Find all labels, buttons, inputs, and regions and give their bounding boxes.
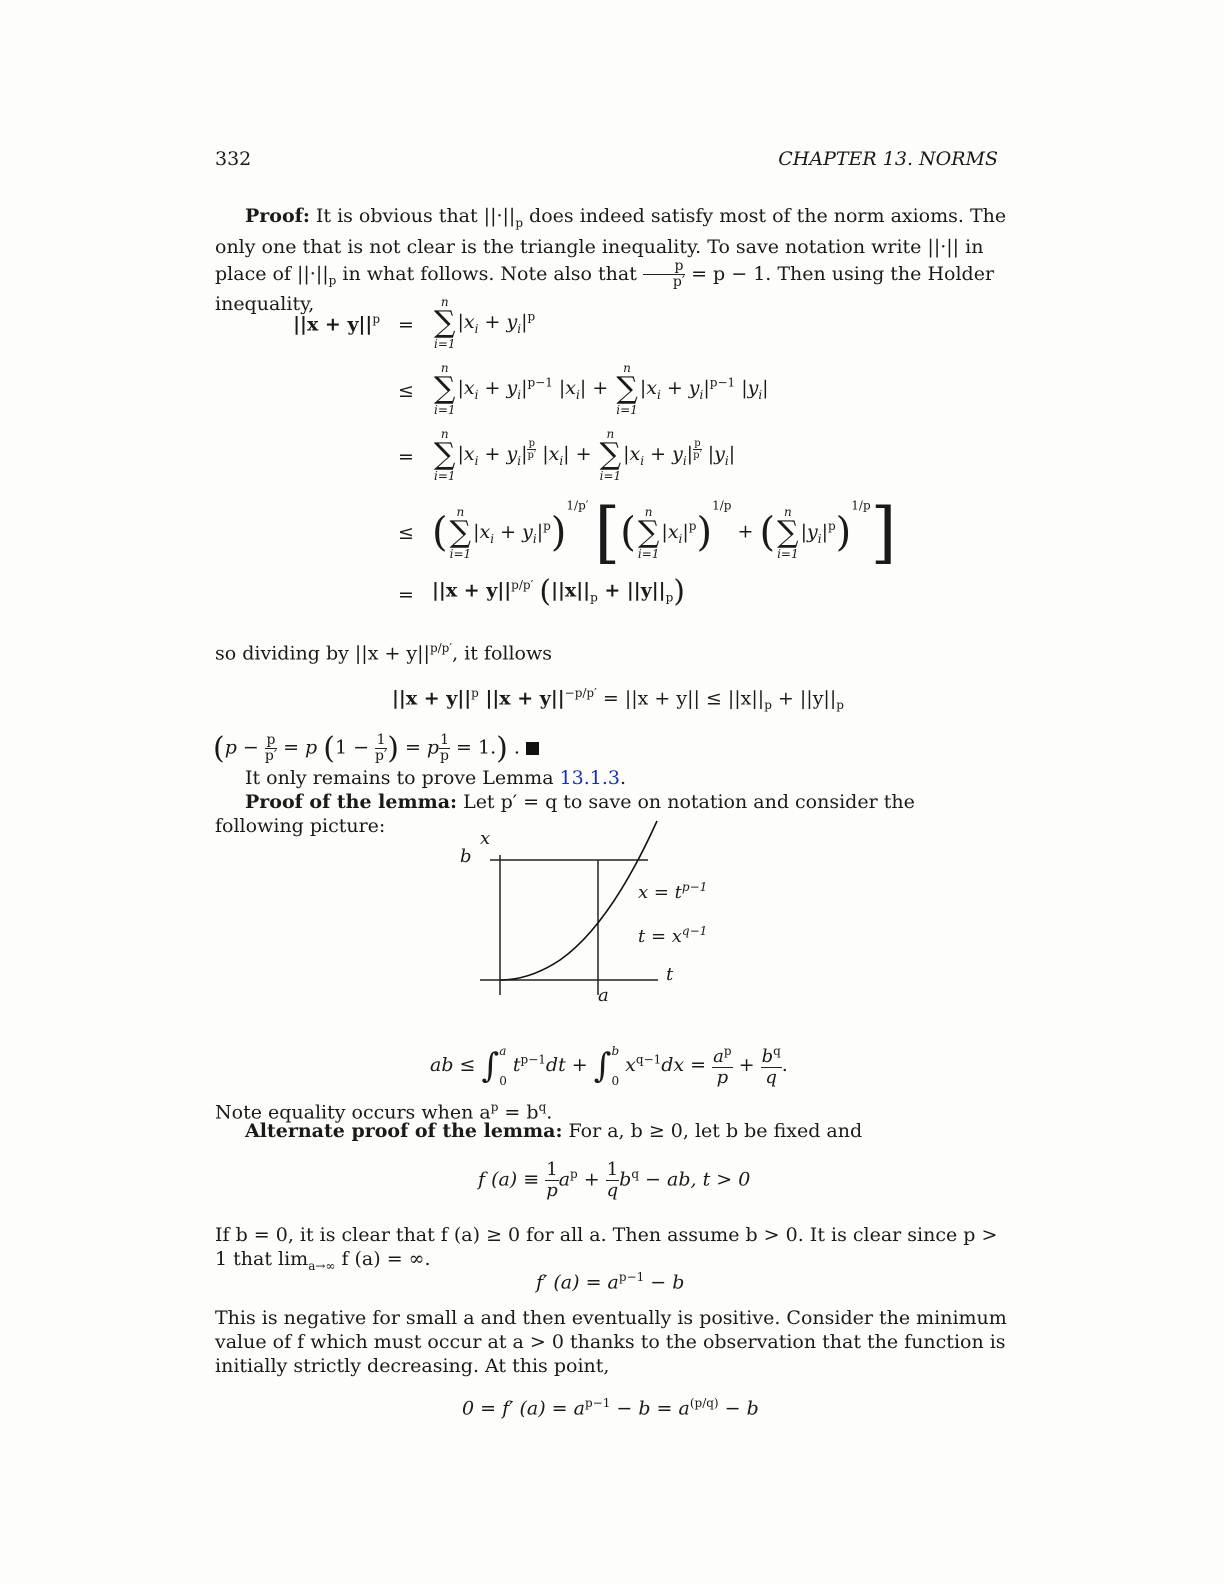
row-3: n ∑ i=1 $|x_i + y_i|$ $^{\frac{p}{p'}}$ $|x_i|$ + n ∑ i=1 $|x_i + y_i|$ $^{\frac{p}{p'}}$ $|y_i|$ [434,427,736,483]
dividing-line: so dividing by $||x + y||^{p/p'}$, it follows [215,641,553,665]
triangle-inequality-result: $||x + y||^p$ $||x + y||^{-p/p'} = ||x + y|| \le ||x||_p + ||y||_p$ [392,686,844,713]
equality-note: Note equality occurs when $a^p = b^q$. [215,1100,553,1124]
row-1: n ∑ i=1 $|x_i + y_i|^p$ [434,295,536,351]
qed-square [526,742,539,755]
fig-t-label: t [666,964,674,985]
fig-eq2: $t = x^{q-1}$ [638,924,708,947]
lhs-norm: $||x + y||^p$ [293,312,380,336]
lemma-link[interactable]: 13.1.3 [559,767,620,789]
relation-3: = [398,446,414,468]
f-definition-equation: f (a) ≡ $\frac{1}{p}$ $a^p$ + $\frac{1}{q}$ $b^q$ − ab, t > 0 [478,1159,751,1201]
young-inequality-figure [470,815,680,995]
fraction-p-over-pprime: $\frac{p}{p'}$ [643,259,685,291]
fig-b-label: b [460,846,472,867]
alternate-proof-label: Alternate proof of the lemma: [245,1120,563,1142]
fig-eq1: $x = t^{p-1}$ [638,880,708,903]
relation-1: = [398,314,414,336]
proof-label: Proof: [245,205,310,227]
relation-4: ≤ [398,522,414,544]
curve [500,821,657,980]
minimum-paragraph: This is negative for small a and then eventually is positive. Consider the minimum value of f which must occur at a > 0 thanks to the observation that the function is initially strictly decreasing. At this point, [215,1307,1007,1377]
page-number: 332 [215,148,252,170]
if-b-zero-paragraph: If b = 0, it is clear that f (a) ≥ 0 for all a. Then assume b > 0. It is clear since p > 1 that $\lim_{a\to\infty} f$ (a) = ∞. [215,1224,998,1273]
sum-symbol: n ∑ i=1 [434,295,456,351]
row-4: ( n ∑ i=1 $|x_i + y_i|^p)^{1/p'}$ [( n ∑ i=1 $|x_i|^p)^{1/p}$ + ( n ∑ i=1 $|y_i|^p)^{1/p}$] [432,494,897,571]
proof-paragraph: Proof: It is obvious that $||\cdot||_p$ does indeed satisfy most of the norm axioms. The only one that is not clear is the triangle inequality. To save notation write ||·|| in place of $||\cdot||_p$ in what follows. Note also that $\frac{p}{p'}$ = p − 1. Then using the Holder inequality, [215,205,1007,316]
relation-2: ≤ [398,380,414,402]
critical-point-equation: 0 = f′ $(a) = a^{p-1} - b = a^{(p/q)} - b$ [462,1396,759,1420]
relation-5: = [398,584,414,606]
row-5: $||x + y||^{p/p'}$ $(||x||_p + ||y||_p)$ [432,574,685,609]
remains-line: It only remains to prove Lemma 13.1.3. [245,767,627,789]
row-2: n ∑ i=1 $|x_i + y_i|^{p-1}$ $|x_i|$ + n ∑ i=1 $|x_i + y_i|^{p-1}$ $|y_i|$ [434,361,769,417]
f-prime-equation: f′ $(a) = a^{p-1} - b$ [536,1270,685,1294]
fig-a-label: a [598,985,609,1006]
running-header-chapter: CHAPTER 13. NORMS [778,148,998,170]
lemma-proof-paragraph: Proof of the lemma: Let p′ = q to save on notation and consider the following picture: [215,791,915,837]
alternate-proof-paragraph: Alternate proof of the lemma: For a, b ≥ 0, let b be fixed and [245,1120,863,1142]
youngs-integral-inequality: ab ≤ ∫ a 0 $t^{p-1}dt$ + ∫ b 0 $x^{q-1}dx$ = $\frac{a^p}{p}$ + $\frac{b^q}{q}$ . [430,1043,788,1088]
fig-x-label: x [480,828,491,849]
exponent-check: (p − $\frac{p}{p'}$ = p (1 − $\frac{1}{p'}$ ) = p $\frac{1}{p}$ = 1.) . [213,731,539,766]
lemma-proof-label: Proof of the lemma: [245,791,458,813]
